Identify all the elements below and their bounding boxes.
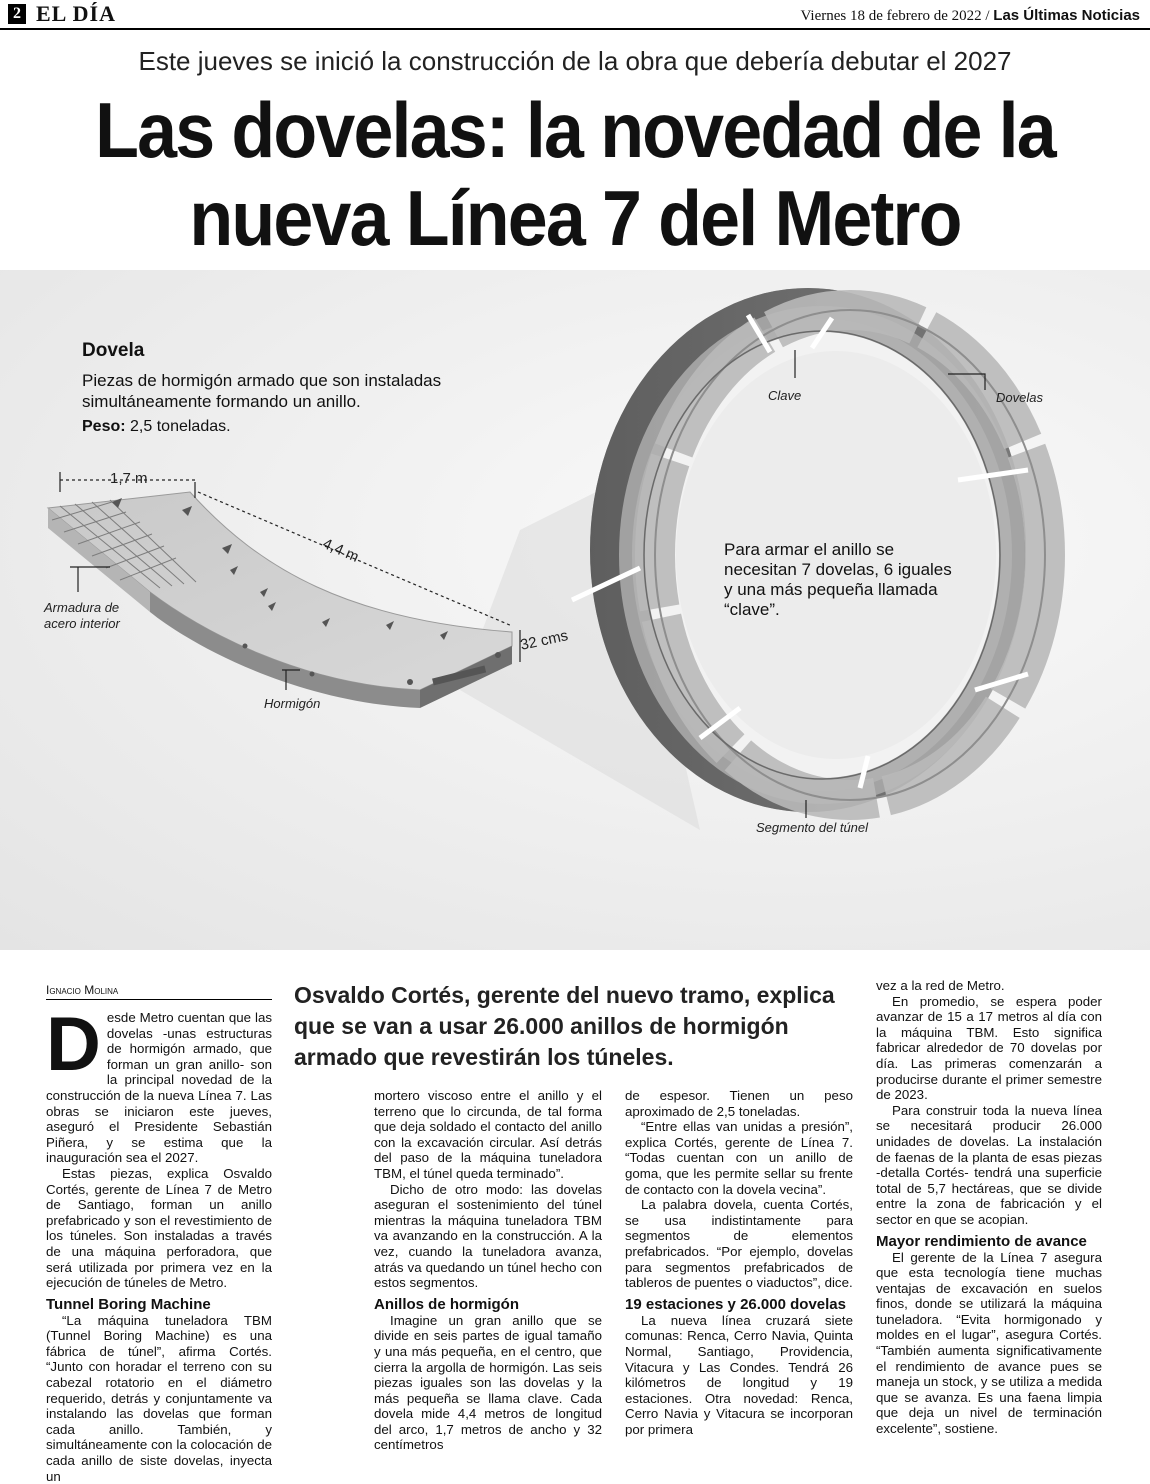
length-dimension: 4,4 m bbox=[320, 535, 362, 566]
article-paragraph: “Entre ellas van unidas a presión”, explica Cortés, gerente de Línea 7. “Todas cuentan con un anillo de goma, que les permite sellar su frente de contacto con la dovela vecina”. bbox=[625, 1119, 853, 1197]
label-dovelas: Dovelas bbox=[996, 390, 1043, 405]
article-paragraph: El gerente de la Línea 7 asegura que esta tecnología tiene muchas ventajas de excavación en suelos finos, donde se utilizará la máquina tuneladora. “Evita hormigonado y moldes en el lugar”, asegura Cortés. “También aumenta significativamente el rendimiento de avance pues se maneja un stock, y se utiliza a medida que se avanza. Es una faena limpia que deja un nivel de terminación excelente”, sostiene. bbox=[876, 1249, 1102, 1437]
pullquote: Osvaldo Cortés, gerente del nuevo tramo, explica que se van a usar 26.000 anillos de hormigón armado que revestirán los túneles. bbox=[294, 982, 835, 1070]
headline-line-1: Las dovelas: la novedad de la bbox=[95, 86, 1055, 174]
label-armadura bbox=[44, 600, 120, 632]
width-dimension: 1,7 m bbox=[110, 470, 148, 487]
label-armadura-line-1: Armadura de bbox=[44, 600, 120, 615]
article-paragraph: Estas piezas, explica Osvaldo Cortés, gerente de Línea 7 de Metro de Santiago, forman un anillo prefabricado y son el revestimiento de los túneles. Son instaladas a través de una máquina perforadora, que será utilizada por primera vez en la ejecución de túneles de Metro. bbox=[46, 1165, 272, 1291]
headline-line-2: nueva Línea 7 del Metro bbox=[189, 174, 961, 262]
publication-name: Las Últimas Noticias bbox=[993, 7, 1140, 24]
article-column-4 bbox=[876, 978, 1102, 1437]
dovela-description: Piezas de hormigón armado que son instaladas simultáneamente formando un anillo. bbox=[82, 371, 442, 411]
label-hormigon: Hormigón bbox=[264, 696, 321, 711]
ring-note: Para armar el anillo se necesitan 7 dovelas, 6 iguales y una más pequeña llamada “clave”. bbox=[724, 540, 952, 619]
article-paragraph: La palabra dovela, cuenta Cortés, se usa indistintamente para segmentos de elementos prefabricados. “Por ejemplo, dovelas para segmentos prefabricados de tableros de puentes o viaductos”, dice. bbox=[625, 1197, 853, 1291]
article-paragraph: mortero viscoso entre el anillo y el terreno que lo circunda, de tal forma que deja soldado el contacto del anillo con la excavación circular. Así detrás del paso de la máquina tuneladora TBM, el túnel queda terminado”. bbox=[374, 1088, 602, 1181]
subhead-rendimiento: Mayor rendimiento de avance bbox=[876, 1232, 1087, 1250]
article-paragraph: “La máquina tuneladora TBM (Tunnel Boring Machine) es una fábrica de túnel”, afirma Cortés. “Junto con horadar el terreno con su cabezal rotatorio en el diámetro requerido, detrás y conjuntamente va instalando las dovelas que forman cada anillo. También, y simultáneamente con la colocación de cada anillo de siste dovelas, inyecta un bbox=[46, 1312, 272, 1484]
article-paragraph: Imagine un gran anillo que se divide en seis partes de igual tamaño y una más pequeña, en el centro, que cierra la argolla de hormigón. Las seis piezas iguales son las dovelas y la más pequeña se llama clave. Cada dovela mide 4,4 metros de longitud del arco, 1,7 metros de ancho y 32 centímetros bbox=[374, 1312, 602, 1453]
dovela-weight bbox=[82, 418, 231, 436]
article-paragraph: Dicho de otro modo: las dovelas aseguran el sostenimiento del túnel mientras la máquina tuneladora TBM va avanzando en la construcción. A la vez, cuando la tuneladora avanza, atrás va quedando un túnel hecho con estos segmentos. bbox=[374, 1181, 602, 1291]
article-paragraph: vez a la red de Metro. bbox=[876, 978, 1005, 993]
label-armadura-line-2: acero interior bbox=[44, 616, 120, 631]
subhead-anillos: Anillos de hormigón bbox=[374, 1295, 519, 1313]
article-column-3 bbox=[625, 1088, 853, 1437]
page-number: 2 bbox=[8, 4, 26, 24]
article-paragraph: Para construir toda la nueva línea se necesitará producir 26.000 unidades de dovelas. La instalación de faenas de la planta de esas piezas -detalla Cortés- tendrá una superficie total de 5,7 hectáreas, que se divide entre la zona de fabricación y el sector en que se acopian. bbox=[876, 1102, 1102, 1227]
article-column-2 bbox=[374, 1088, 602, 1453]
article-text: esde Metro cuentan que las dovelas -unas estructuras de hormigón armado, que forman un gran anillo- son la principal novedad de la construcción de la nueva Línea 7. Las obras se iniciaron este jueves, aseguró el Presidente Sebastián Piñera, y se estima que la inauguración sea el 2027. bbox=[46, 1010, 272, 1166]
headline bbox=[83, 86, 1067, 262]
dropcap: D bbox=[46, 1002, 101, 1087]
date-text: Viernes 18 de febrero de 2022 / bbox=[800, 8, 990, 24]
subhead-tbm: Tunnel Boring Machine bbox=[46, 1295, 211, 1313]
weight-label: Peso: bbox=[82, 418, 126, 435]
byline: Ignacio Molina bbox=[46, 983, 272, 1000]
label-clave: Clave bbox=[768, 388, 802, 403]
infographic bbox=[0, 270, 1150, 950]
label-segmento: Segmento del túnel bbox=[756, 820, 869, 835]
article-paragraph bbox=[46, 1002, 272, 1166]
article-paragraph: En promedio, se espera poder avanzar de 15 a 17 metros al día con la máquina TBM. Esto significa fabricar alrededor de 70 dovelas por día. Las primeras comenzarán a producirse durante el primer semestre de 2023. bbox=[876, 993, 1102, 1103]
article-paragraph: La nueva línea cruzará siete comunas: Renca, Cerro Navia, Quinta Normal, Santiago, Providencia, Vitacura y Las Condes. Tendrá 26 kilómetros de longitud y 19 estaciones. Otra novedad: Renca, Cerro Navia y Vitacura se incorporan por primera bbox=[625, 1312, 853, 1437]
thickness-dimension: 32 cms bbox=[518, 627, 570, 654]
article-paragraph: de espesor. Tienen un peso aproximado de 2,5 toneladas. bbox=[625, 1088, 853, 1119]
weight-value: 2,5 toneladas. bbox=[130, 418, 231, 435]
dateline bbox=[801, 7, 1141, 25]
article-column-1 bbox=[46, 1002, 272, 1484]
header-rule bbox=[0, 28, 1150, 30]
kicker: Este jueves se inició la construcción de la obra que debería debutar el 2027 bbox=[138, 46, 1012, 76]
dovela-title: Dovela bbox=[82, 340, 145, 361]
subhead-estaciones: 19 estaciones y 26.000 dovelas bbox=[625, 1295, 846, 1313]
section-name: EL DÍA bbox=[36, 1, 116, 26]
